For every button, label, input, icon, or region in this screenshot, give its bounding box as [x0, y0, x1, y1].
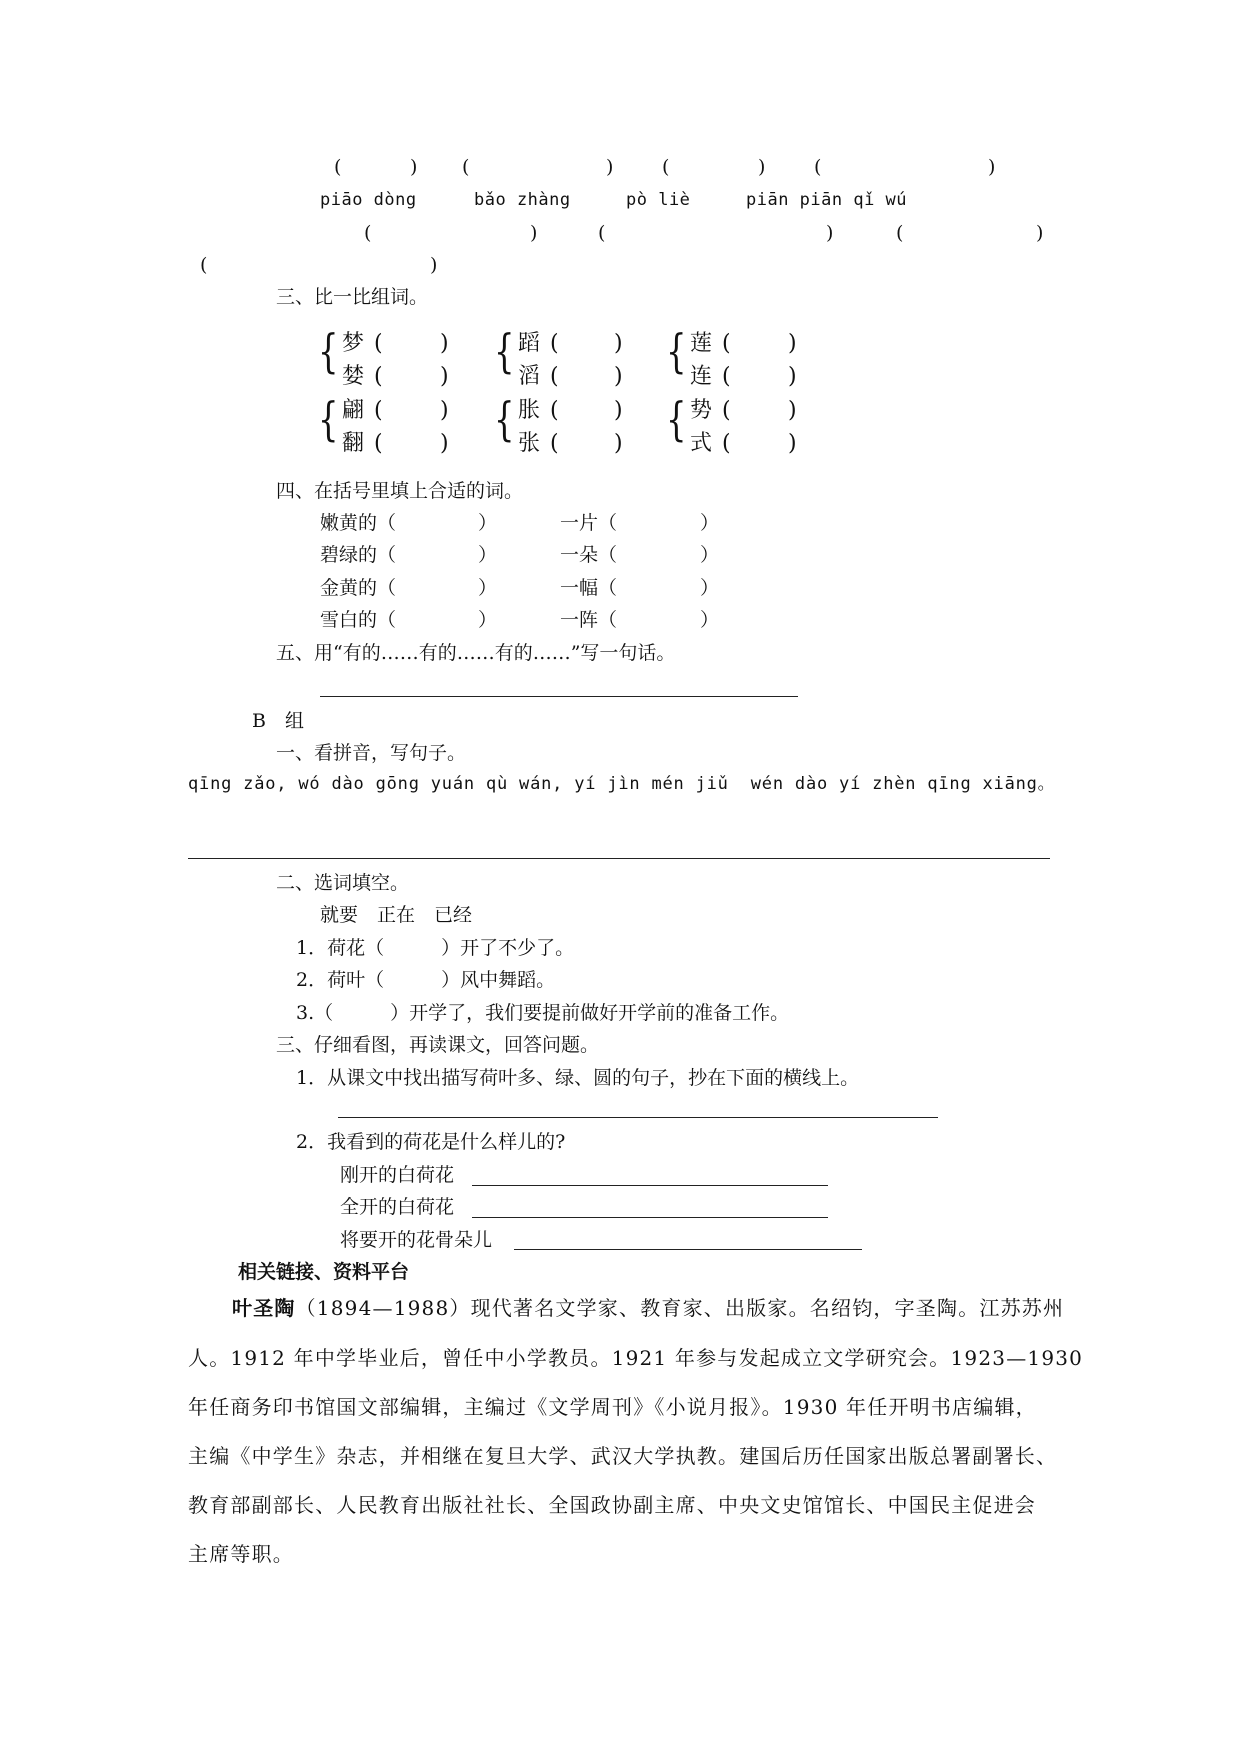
paren-open: (: [550, 331, 559, 356]
paren-open: (: [364, 222, 372, 244]
section-5-title: 五、用“有的……有的……有的……”写一句话。: [276, 642, 676, 664]
paren-close: ): [614, 398, 623, 423]
char: 梦: [342, 331, 365, 356]
fill-label: 金黄的（: [320, 577, 397, 599]
char: 胀: [518, 398, 541, 423]
char: 婪: [342, 364, 365, 389]
paren-close: ): [788, 398, 797, 423]
paren-close: ): [826, 222, 834, 244]
pinyin-word: piān piān qǐ wú: [746, 190, 908, 210]
paren-close: ): [788, 364, 797, 389]
pinyin-word: pò liè: [626, 190, 691, 210]
b-question-3: 三、仔细看图，再读课文，回答问题。: [276, 1034, 600, 1056]
bio-line: 主席等职。: [188, 1542, 294, 1566]
char: 蹈: [518, 331, 541, 356]
bio-line: [188, 1296, 1065, 1320]
link-title: 相关链接、资料平台: [238, 1261, 410, 1283]
bio-name: 叶圣陶: [232, 1296, 296, 1320]
paren-close: ): [788, 331, 797, 356]
paren-open: (: [374, 431, 383, 456]
word-choices: 就要 正在 已经: [320, 904, 473, 926]
paren-close: ): [430, 254, 438, 276]
brace-icon: {: [318, 392, 339, 446]
paren-open: (: [722, 331, 731, 356]
answer-line: [472, 1217, 828, 1218]
fill-label: 雪白的（: [320, 609, 397, 631]
paren-close: ): [614, 364, 623, 389]
fill-label: 碧绿的（: [320, 544, 397, 566]
answer-line: [338, 1117, 938, 1118]
pinyin-word: bǎo zhàng: [474, 190, 571, 210]
brace-icon: {: [494, 324, 515, 378]
char: 翻: [342, 431, 365, 456]
section-4-title: 四、在括号里填上合适的词。: [276, 480, 524, 502]
answer-line: [320, 696, 798, 697]
paren-close: ): [440, 398, 449, 423]
b-question-1-pinyin: qīng zǎo, wó dào gōng yuán qù wán, yí jìn mén jiǔ wén dào yí zhèn qīng xiāng。: [188, 774, 1056, 794]
answer-line: [472, 1185, 828, 1186]
fill-close: ）: [700, 512, 720, 534]
brace-icon: {: [666, 392, 687, 446]
paren-open: (: [374, 331, 383, 356]
paren-close: ): [788, 431, 797, 456]
char: 翩: [342, 398, 365, 423]
paren-close: ): [440, 331, 449, 356]
paren-open: (: [662, 156, 670, 178]
char: 式: [690, 431, 713, 456]
paren-open: (: [550, 431, 559, 456]
group-b-title: B 组: [252, 710, 304, 732]
fill-close: ）: [700, 577, 720, 599]
paren-close: ): [440, 431, 449, 456]
b-question-1: 一、看拼音，写句子。: [276, 742, 467, 764]
b-question-3-2: 2．我看到的荷花是什么样儿的?: [296, 1131, 566, 1153]
paren-close: ): [988, 156, 996, 178]
char: 连: [690, 364, 713, 389]
answer-label: 将要开的花骨朵儿: [340, 1229, 493, 1251]
fill-close: ）: [700, 609, 720, 631]
paren-close: ): [530, 222, 538, 244]
fill-item: 3.（ ）开学了，我们要提前做好开学前的准备工作。: [296, 1002, 790, 1024]
answer-line: [188, 858, 1050, 859]
char: 势: [690, 398, 713, 423]
bio-line: 教育部副部长、人民教育出版社社长、全国政协副主席、中央文史馆馆长、中国民主促进会: [188, 1493, 1036, 1517]
fill-label: 一幅（: [560, 577, 618, 599]
bio-line: 主编《中学生》杂志，并相继在复旦大学、武汉大学执教。建国后历任国家出版总署副署长、: [188, 1444, 1058, 1468]
answer-label: 刚开的白荷花: [340, 1164, 455, 1186]
paren-open: (: [722, 364, 731, 389]
brace-icon: {: [318, 324, 339, 378]
fill-close: ）: [700, 544, 720, 566]
paren-open: (: [722, 431, 731, 456]
paren-open: (: [374, 398, 383, 423]
fill-close: ）: [478, 609, 498, 631]
brace-icon: {: [494, 392, 515, 446]
paren-open: (: [550, 364, 559, 389]
paren-close: ): [614, 331, 623, 356]
char: 莲: [690, 331, 713, 356]
paren-close: ): [758, 156, 766, 178]
fill-label: 一朵（: [560, 544, 618, 566]
bio-text: （1894—1988）现代著名文学家、教育家、出版家。名绍钧，字圣陶。江苏苏州: [295, 1296, 1065, 1320]
fill-label: 一阵（: [560, 609, 618, 631]
answer-line: [514, 1249, 862, 1250]
paren-open: (: [896, 222, 904, 244]
answer-label: 全开的白荷花: [340, 1196, 455, 1218]
paren-open: (: [374, 364, 383, 389]
b-question-3-1: 1．从课文中找出描写荷叶多、绿、圆的句子，抄在下面的横线上。: [296, 1067, 860, 1089]
fill-item: 2．荷叶（ ）风中舞蹈。: [296, 969, 556, 991]
paren-close: ): [440, 364, 449, 389]
fill-item: 1．荷花（ ）开了不少了。: [296, 937, 575, 959]
pinyin-word: piāo dòng: [320, 190, 417, 210]
fill-label: 一片（: [560, 512, 618, 534]
section-3-title: 三、比一比组词。: [276, 286, 429, 308]
paren-open: (: [814, 156, 822, 178]
paren-open: (: [200, 254, 208, 276]
paren-open: (: [722, 398, 731, 423]
paren-open: (: [462, 156, 470, 178]
bio-line: 年任商务印书馆国文部编辑，主编过《文学周刊》《小说月报》。1930 年任开明书店编辑，: [188, 1395, 1037, 1419]
paren-close: ): [614, 431, 623, 456]
paren-open: (: [550, 398, 559, 423]
fill-close: ）: [478, 577, 498, 599]
char: 张: [518, 431, 541, 456]
paren-open: (: [598, 222, 606, 244]
fill-close: ）: [478, 544, 498, 566]
fill-label: 嫩黄的（: [320, 512, 397, 534]
paren-close: ): [1036, 222, 1044, 244]
bio-line: 人。1912 年中学毕业后，曾任中小学教员。1921 年参与发起成立文学研究会。1923—1930: [188, 1346, 1084, 1370]
b-question-2: 二、选词填空。: [276, 872, 410, 894]
paren-close: ): [606, 156, 614, 178]
brace-icon: {: [666, 324, 687, 378]
fill-close: ）: [478, 512, 498, 534]
paren-close: ): [410, 156, 418, 178]
paren-open: (: [334, 156, 342, 178]
char: 滔: [518, 364, 541, 389]
